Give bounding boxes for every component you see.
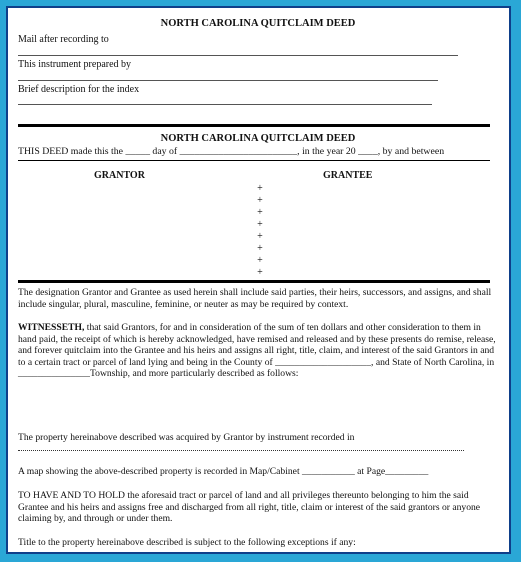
witnesseth-text: that said Grantors, for and in consideration of the sum of ten dollars and other consideration to them in hand paid, the receipt of which is hereby acknowledged, have remised and released and by these presents do remise, release, and forever quitclaim into the Grantee and his heirs and assigns all right, title, claim, and interest of the said Grantors in and to a certain tract or parcel of land lying and being in the County of ____________________, and State of North Carolina, in _______________Township, and more particularly described as follows: xyxy=(18,322,496,379)
designation-paragraph: The designation Grantor and Grantee as used herein shall include said parties, their heirs, successors, and assigns, and shall include singular, plural, masculine, feminine, or neuter as may be required by context. xyxy=(18,287,492,310)
grantee-label: GRANTEE xyxy=(323,170,373,181)
witnesseth-paragraph xyxy=(18,322,496,380)
header-title: NORTH CAROLINA QUITCLAIM DEED xyxy=(160,18,356,29)
prepared-by-line[interactable] xyxy=(18,80,438,81)
mail-after-label: Mail after recording to xyxy=(18,34,109,45)
plus-mark: + xyxy=(257,267,263,278)
section-divider-thick-2 xyxy=(18,280,490,283)
plus-mark: + xyxy=(257,195,263,206)
grantor-label: GRANTOR xyxy=(94,170,145,181)
plus-mark: + xyxy=(257,183,263,194)
brief-description-line[interactable] xyxy=(18,104,432,105)
to-have-paragraph: TO HAVE AND TO HOLD the aforesaid tract or parcel of land and all privileges thereunto belonging to him the said Grantee and his heirs and assigns free and discharged from all right, title, claim or interest of the said grantors or anyone claiming by, and through or under them. xyxy=(18,490,481,524)
map-paragraph: A map showing the above-described property is recorded in Map/Cabinet ___________ at Page_________ xyxy=(18,466,429,477)
deed-made-line: THIS DEED made this the _____ day of ________________________, in the year 20 ____, by and between xyxy=(18,146,445,157)
deed-divider xyxy=(18,160,490,161)
prepared-by-label: This instrument prepared by xyxy=(18,59,132,70)
witnesseth-label: WITNESSETH, xyxy=(18,322,85,333)
plus-mark: + xyxy=(257,243,263,254)
plus-mark: + xyxy=(257,207,263,218)
document-frame xyxy=(6,6,511,554)
plus-mark: + xyxy=(257,231,263,242)
acquired-dotted-line[interactable] xyxy=(18,450,464,451)
acquired-paragraph: The property hereinabove described was acquired by Grantor by instrument recorded in xyxy=(18,432,355,443)
plus-mark: + xyxy=(257,255,263,266)
section-divider-thick xyxy=(18,124,490,127)
title-subject-paragraph: Title to the property hereinabove described is subject to the following exceptions if any: xyxy=(18,537,356,548)
brief-description-label: Brief description for the index xyxy=(18,84,140,95)
plus-mark: + xyxy=(257,219,263,230)
deed-title: NORTH CAROLINA QUITCLAIM DEED xyxy=(160,133,356,144)
mail-after-line[interactable] xyxy=(18,55,458,56)
